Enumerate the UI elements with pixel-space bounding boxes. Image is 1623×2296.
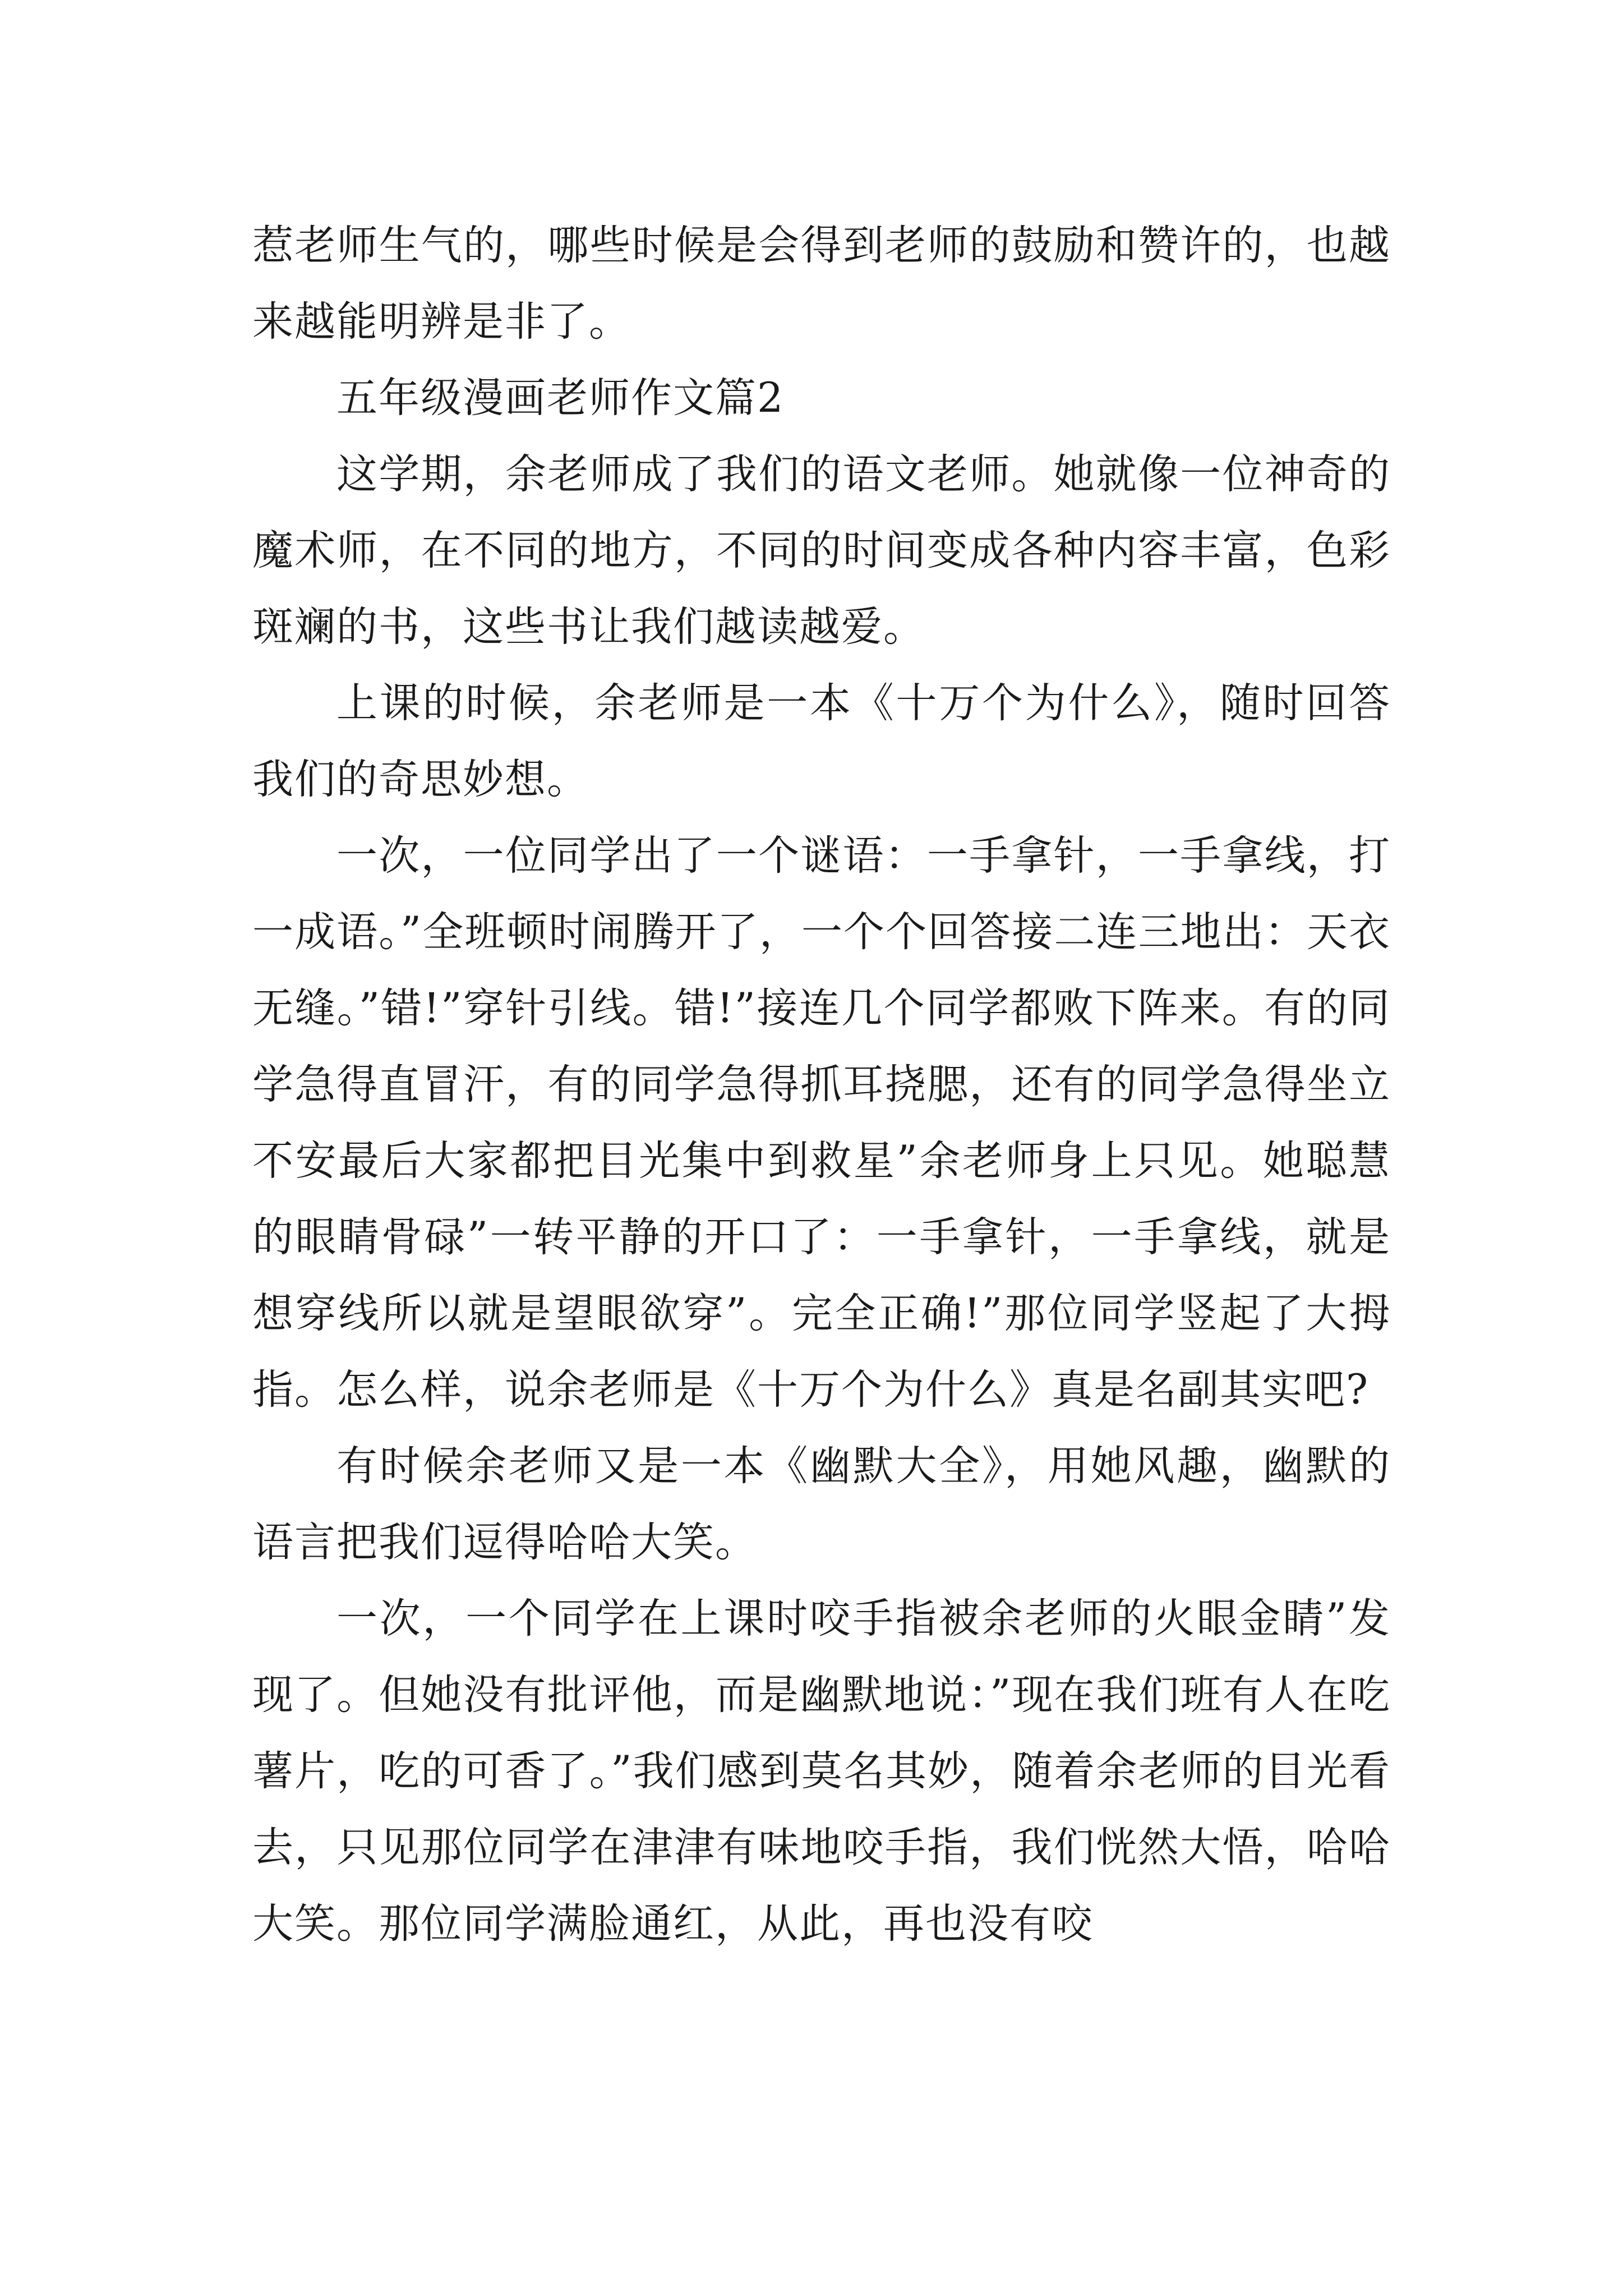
paragraph: 这学期，余老师成了我们的语文老师。她就像一位神奇的魔术师，在不同的地方，不同的时间变成各种内容丰富，色彩斑斓的书，这些书让我们越读越爱。	[252, 450, 1391, 651]
paragraph: 有时候余老师又是一本《幽默大全》，用她风趣，幽默的语言把我们逗得哈哈大笑。	[252, 1442, 1391, 1566]
paragraph-continuation: 惹老师生气的，哪些时候是会得到老师的鼓励和赞许的，也越来越能明辨是非了。	[252, 222, 1391, 346]
paragraph: 一次，一个同学在上课时咬手指被余老师的火眼金睛”发现了。但她没有批评他，而是幽默地说：”现在我们班有人在吃薯片，吃的可香了。”我们感到莫名其妙，随着余老师的目光看去，只见那位同学在津津有味地咬手指，我们恍然大悟，哈哈大笑。那位同学满脸通红，从此，再也没有咬	[252, 1595, 1391, 1948]
paragraph: 一次，一位同学出了一个谜语：一手拿针，一手拿线，打一成语。”全班顿时闹腾开了，一个个回答接二连三地出：天衣无缝。”错!”穿针引线。错!”接连几个同学都败下阵来。有的同学急得直冒汗，有的同学急得抓耳挠腮，还有的同学急得坐立不安最后大家都把目光集中到救星”余老师身上只见。她聪慧的眼睛骨碌”一转平静的开口了：一手拿针，一手拿线，就是想穿线所以就是望眼欲穿”。完全正确!”那位同学竖起了大拇指。怎么样，说余老师是《十万个为什么》真是名副其实吧?	[252, 832, 1391, 1414]
document-body	[252, 208, 1391, 1962]
section-heading: 五年级漫画老师作文篇2	[336, 374, 785, 422]
paragraph: 上课的时候，余老师是一本《十万个为什么》，随时回答我们的奇思妙想。	[252, 679, 1391, 803]
